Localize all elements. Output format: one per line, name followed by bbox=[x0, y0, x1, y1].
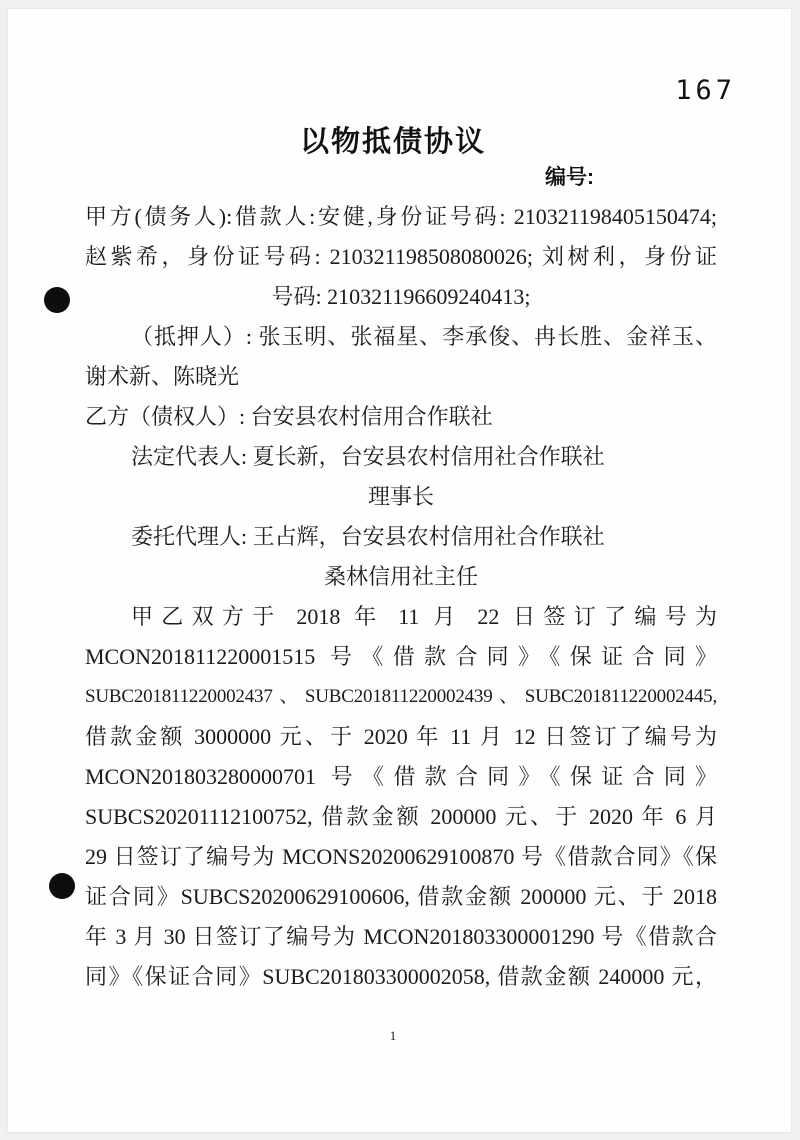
agreement-line: 桑林信用社主任 bbox=[323, 564, 478, 589]
hole-punch-mark bbox=[49, 873, 75, 899]
agreement-line: 委托代理人: 王占辉，台安县农村信用社合作联社 bbox=[131, 524, 605, 549]
agreement-line: 赵紫希，身份证号码: 210321198508080026; 刘树利，身份证 bbox=[85, 244, 717, 269]
agreement-line: MCON201811220001515 号《借款合同》《保证合同》 bbox=[85, 644, 717, 669]
agreement-line: SUBC201811220002437、SUBC201811220002439、SUBC201811220002445, bbox=[85, 686, 717, 707]
agreement-line: 甲乙双方于 2018 年 11 月 22 日签订了编号为 bbox=[131, 604, 717, 629]
agreement-line: 借款金额 3000000 元、于 2020 年 11 月 12 日签订了编号为 bbox=[85, 724, 717, 749]
agreement-line: MCON201803280000701 号《借款合同》《保证合同》 bbox=[85, 764, 717, 789]
footer-page-number: 1 bbox=[389, 1028, 397, 1043]
agreement-line: （抵押人）: 张玉明、张福星、李承俊、冉长胜、金祥玉、 bbox=[131, 324, 717, 349]
agreement-line: 法定代表人: 夏长新，台安县农村信用社合作联社 bbox=[131, 444, 605, 469]
agreement-line: SUBCS20201112100752, 借款金额 200000 元、于 2020 年 6 月 bbox=[85, 804, 717, 829]
doc-number-label: 编号: bbox=[545, 166, 594, 189]
agreement-line: 理事长 bbox=[367, 484, 434, 509]
agreement-line: 年 3 月 30 日签订了编号为 MCON201803300001290 号《借款合 bbox=[85, 924, 717, 949]
agreement-body bbox=[85, 197, 717, 997]
agreement-line: 甲方(债务人):借款人:安健,身份证号码: 210321198405150474; bbox=[85, 204, 717, 229]
hole-punch-mark bbox=[44, 287, 70, 313]
agreement-line: 乙方（债权人）: 台安县农村信用合作联社 bbox=[85, 404, 493, 429]
agreement-line: 号码: 210321196609240413; bbox=[271, 284, 531, 309]
agreement-line: 谢术新、陈晓光 bbox=[85, 364, 240, 389]
agreement-line: 同》《保证合同》SUBC201803300002058, 借款金额 240000 元， bbox=[85, 964, 717, 989]
agreement-line: 29 日签订了编号为 MCONS20200629100870 号《借款合同》《保 bbox=[85, 844, 717, 869]
agreement-line: 证合同》SUBCS20200629100606, 借款金额 200000 元、于 2018 bbox=[85, 884, 717, 909]
corner-page-number: 167 bbox=[675, 75, 736, 106]
scanned-document-page bbox=[8, 9, 791, 1132]
document-title: 以物抵债协议 bbox=[299, 126, 486, 158]
